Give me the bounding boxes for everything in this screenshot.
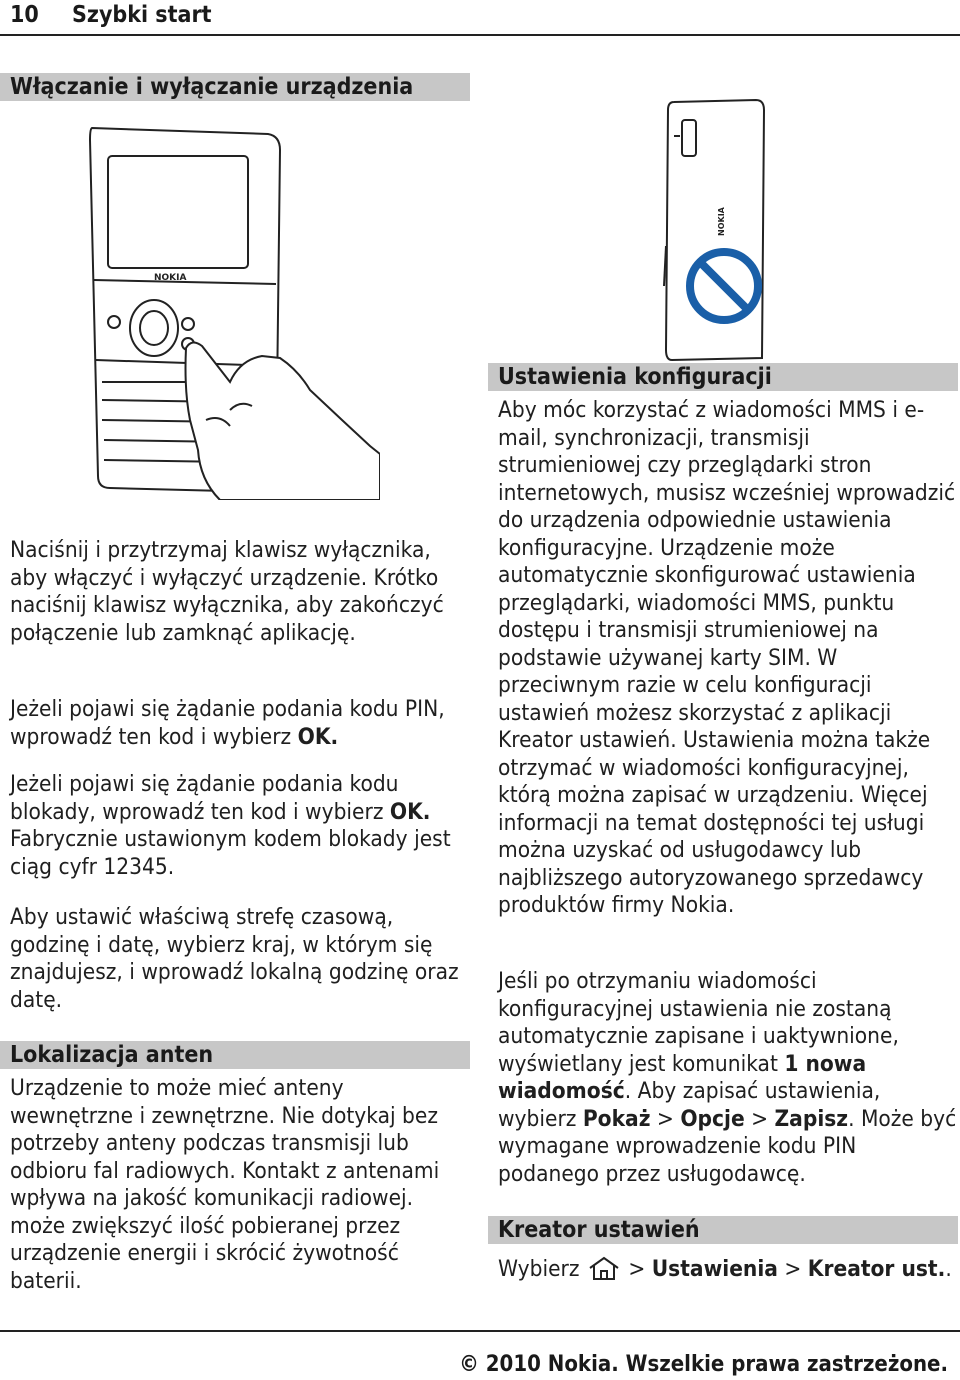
pin-text: Jeżeli pojawi się żądanie podania kodu PIN, wprowadź ten kod i wybierz: [10, 696, 445, 750]
footer-rule: [0, 1330, 960, 1332]
home-icon: [586, 1255, 622, 1281]
ok-keyword: OK.: [297, 723, 339, 750]
config-pin-text: . Może być wymagane wprowadzenie kodu PIN podanego przez usługodawcę.: [498, 1105, 957, 1187]
page-header: [0, 0, 960, 36]
section-heading-power: Włączanie i wyłączanie urządzenia: [0, 73, 470, 101]
antenna-instructions: Urządzenie to może mieć anteny wewnętrzne i zewnętrzne. Nie dotykaj bez potrzeby anteny podczas transmisji lub odbioru fal radiowych. Kontakt z antenami wpływa na jakość komunikacji radiowej. może zwiększyć ilość pobieranej przez urządzenie energii i skrócić żywotność baterii.: [10, 1075, 440, 1294]
config-description: Aby móc korzystać z wiadomości MMS i e-mail, synchronizacji, transmisji strumieniowej czy przeglądarki stron internetowych, musisz wcześniej wprowadzić do urządzenia odpowiednie ustawienia konfiguracyjne. Urządzenie może automatycznie skonfigurować ustawienia przeglądarki, wiadomości MMS, punktu dostępu i transmisji strumieniowej na podstawie używanej karty SIM. W przeciwnym razie w celu konfiguracji ustawień możesz skorzystać z aplikacji Kreator ustawień. Ustawienia można także otrzymać w wiadomości konfiguracyjnej, którą można zapisać w urządzeniu. Więcej informacji na temat dostępności tej usługi można uzyskać od usługodawcy lub najbliższego autoryzowanego sprzedawcy produktów firmy Nokia.: [498, 397, 956, 918]
select-text: Wybierz: [498, 1256, 580, 1282]
lock-code-instructions: [10, 771, 470, 881]
save-keyword: Zapisz: [774, 1105, 849, 1132]
new-message-keyword: 1 nowa wiadomość: [498, 1050, 867, 1104]
period: .: [945, 1256, 952, 1282]
time-zone-instructions: Aby ustawić właściwą strefę czasową, godzinę i datę, wybierz kraj, w którym się znajdujesz, i wprowadź lokalną godzinę oraz datę.: [10, 904, 459, 1013]
lock-default-code: Fabrycznie ustawionym kodem blokady jest ciąg cyfr 12345.: [10, 826, 451, 880]
svg-text:NOKIA: NOKIA: [717, 207, 726, 236]
section-heading-antenna: Lokalizacja anten: [0, 1041, 470, 1069]
separator: >: [650, 1105, 681, 1132]
copyright: © 2010 Nokia. Wszelkie prawa zastrzeżone.: [459, 1352, 948, 1377]
phone-power-illustration: [80, 120, 380, 500]
section-heading-wizard: Kreator ustawień: [488, 1216, 958, 1244]
phone-back-antenna-illustration: [660, 96, 770, 366]
separator: >: [621, 1256, 652, 1282]
section-heading-config: Ustawienia konfiguracji: [488, 363, 958, 391]
config-message-instructions: [498, 968, 958, 1188]
separator: >: [777, 1256, 808, 1282]
phone-brand-label: NOKIA: [154, 273, 187, 283]
lock-text: Jeżeli pojawi się żądanie podania kodu blokady, wprowadź ten kod i wybierz: [10, 771, 399, 825]
power-instructions: Naciśnij i przytrzymaj klawisz wyłącznika, aby włączyć i wyłączyć urządzenie. Krótko naciśnij klawisz wyłącznika, aby zakończyć połączenie lub zamknąć aplikację.: [10, 537, 444, 646]
config-save-text: . Aby zapisać ustawienia, wybierz: [498, 1078, 881, 1132]
wizard-instructions: [498, 1250, 958, 1283]
pin-instructions: [10, 696, 470, 751]
page-number: 10: [10, 2, 39, 28]
page-title: Szybki start: [72, 2, 212, 28]
settings-keyword: Ustawienia: [651, 1256, 778, 1282]
config-message-text: Jeśli po otrzymaniu wiadomości konfiguracyjnej ustawienia nie zostaną automatycznie zapisane i uaktywnione, wyświetlany jest komunikat: [498, 968, 899, 1077]
show-keyword: Pokaż: [582, 1105, 651, 1132]
wizard-keyword: Kreator ust.: [807, 1256, 946, 1282]
separator: >: [744, 1105, 775, 1132]
ok-keyword: OK.: [389, 798, 431, 825]
options-keyword: Opcje: [680, 1105, 745, 1132]
